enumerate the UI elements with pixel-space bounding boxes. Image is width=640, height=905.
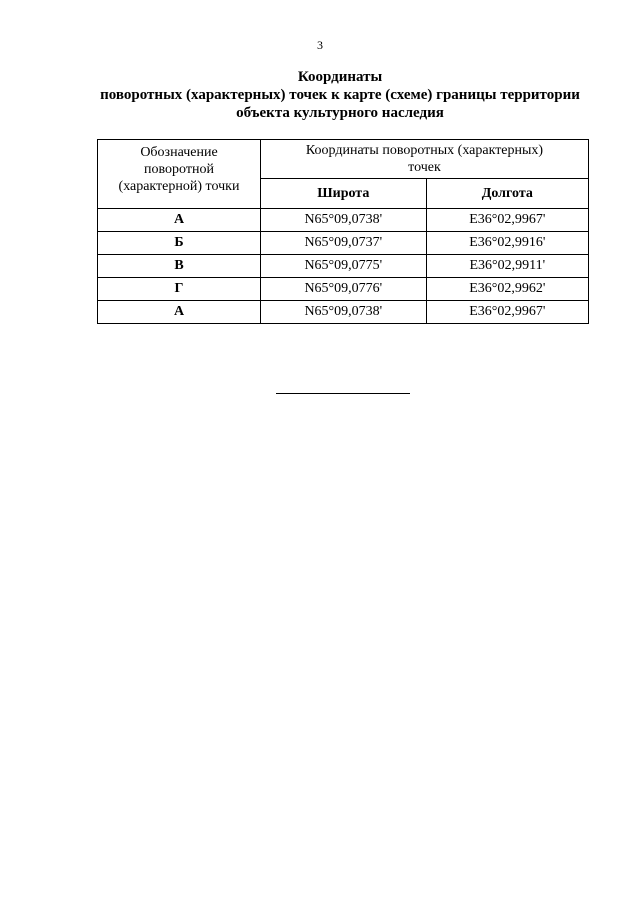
- table-row: [98, 232, 589, 255]
- title-line-3: объекта культурного наследия: [236, 105, 444, 121]
- header-designation-line-2: поворотной: [144, 162, 214, 177]
- header-point-designation: [98, 140, 261, 209]
- cell-longitude: E36°02,9967': [426, 301, 588, 324]
- cell-latitude: N65°09,0737': [261, 232, 427, 255]
- title-line-1: Координаты: [297, 69, 383, 85]
- table-row: [98, 209, 589, 232]
- document-title: [60, 68, 620, 122]
- cell-point: Б: [98, 232, 261, 255]
- header-designation-line-3: (характерной) точки: [118, 179, 240, 194]
- table-row: [98, 278, 589, 301]
- table-row: [98, 301, 589, 324]
- title-line-2: поворотных (характерных) точек к карте (схеме) границы территории: [100, 87, 580, 103]
- cell-longitude: E36°02,9962': [426, 278, 588, 301]
- table-header-row: [98, 140, 589, 179]
- cell-latitude: N65°09,0738': [261, 209, 427, 232]
- cell-latitude: N65°09,0776': [261, 278, 427, 301]
- header-group-line-2: точек: [408, 160, 441, 175]
- coordinates-table: [97, 139, 589, 324]
- header-designation-line-1: Обозначение: [140, 145, 218, 160]
- cell-latitude: N65°09,0738': [261, 301, 427, 324]
- cell-longitude: E36°02,9967': [426, 209, 588, 232]
- header-longitude: Долгота: [426, 179, 588, 209]
- header-latitude: Широта: [261, 179, 427, 209]
- page-number: 3: [317, 38, 323, 52]
- cell-longitude: E36°02,9916': [426, 232, 588, 255]
- signature-divider-line: [276, 393, 410, 394]
- table-row: [98, 255, 589, 278]
- header-group-line-1: Координаты поворотных (характерных): [305, 143, 544, 158]
- cell-point: В: [98, 255, 261, 278]
- cell-point: А: [98, 209, 261, 232]
- header-coordinates-group: [261, 140, 589, 179]
- cell-point: А: [98, 301, 261, 324]
- cell-point: Г: [98, 278, 261, 301]
- cell-latitude: N65°09,0775': [261, 255, 427, 278]
- cell-longitude: E36°02,9911': [426, 255, 588, 278]
